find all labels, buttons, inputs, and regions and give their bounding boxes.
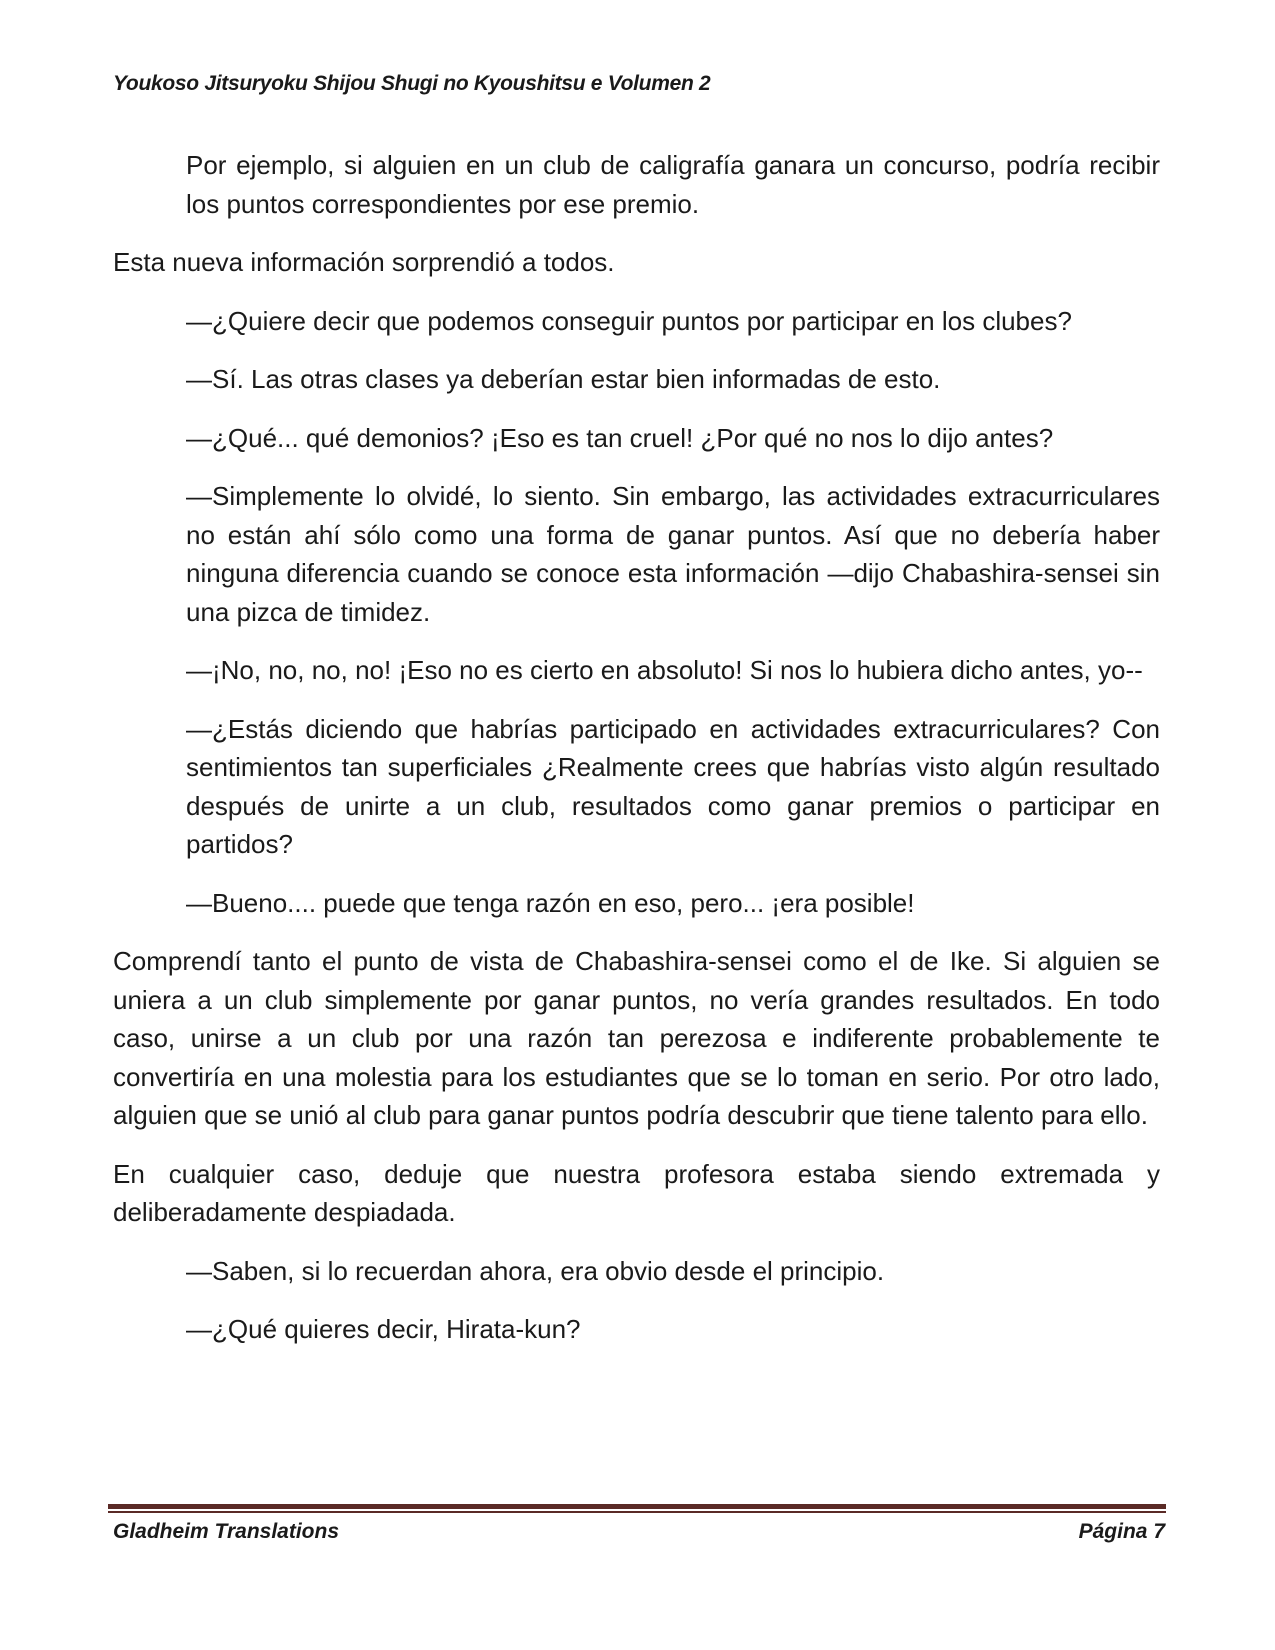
paragraph-9: —Bueno.... puede que tenga razón en eso, pero... ¡era posible! (186, 887, 915, 918)
footer-divider (108, 1504, 1166, 1513)
footer-divider-thick-line (108, 1504, 1166, 1509)
document-body (113, 146, 1160, 1369)
document-header-title: Youkoso Jitsuryoku Shijou Shugi no Kyoushitsu e Volumen 2 (113, 72, 711, 95)
paragraph-6: —Simplemente lo olvidé, lo siento. Sin embargo, las actividades extracurriculares no están ahí sólo como una forma de ganar puntos. Así que no debería haber ninguna diferencia cuando se conoce esta información —dijo Chabashira-sensei sin una pizca de timidez. (186, 481, 1160, 627)
paragraph-5: —¿Qué... qué demonios? ¡Eso es tan cruel! ¿Por qué no nos lo dijo antes? (186, 422, 1054, 453)
footer-divider-thin-line (108, 1511, 1166, 1513)
paragraph-1: Por ejemplo, si alguien en un club de caligrafía ganara un concurso, podría recibir los puntos correspondientes por ese premio. (186, 150, 1160, 219)
paragraph-8: —¿Estás diciendo que habrías participado en actividades extracurriculares? Con sentimientos tan superficiales ¿Realmente crees que habrías visto algún resultado después de unirte a un club, resultados como ganar premios o participar en partidos? (186, 713, 1160, 859)
paragraph-13: —¿Qué quieres decir, Hirata-kun? (186, 1314, 581, 1344)
paragraph-12: —Saben, si lo recuerdan ahora, era obvio desde el principio. (186, 1255, 885, 1286)
paragraph-11: En cualquier caso, deduje que nuestra profesora estaba siendo extremada y deliberadamente despiadada. (113, 1158, 1160, 1227)
paragraph-10: Comprendí tanto el punto de vista de Chabashira-sensei como el de Ike. Si alguien se uniera a un club simplemente por ganar puntos, no vería grandes resultados. En todo caso, unirse a un club por una razón tan perezosa e indiferente probablemente te convertiría en una molestia para los estudiantes que se lo toman en serio. Por otro lado, alguien que se unió al club para ganar puntos podría descubrir que tiene talento para ello. (113, 946, 1160, 1130)
footer-page-number: Página 7 (1078, 1520, 1165, 1543)
footer-translator-credit: Gladheim Translations (113, 1520, 340, 1543)
paragraph-4: —Sí. Las otras clases ya deberían estar bien informadas de esto. (186, 364, 941, 394)
paragraph-7: —¡No, no, no, no! ¡Eso no es cierto en absoluto! Si nos lo hubiera dicho antes, yo-- (186, 655, 1143, 685)
paragraph-2: Esta nueva información sorprendió a todos. (113, 247, 615, 277)
paragraph-3: —¿Quiere decir que podemos conseguir puntos por participar en los clubes? (186, 305, 1072, 336)
